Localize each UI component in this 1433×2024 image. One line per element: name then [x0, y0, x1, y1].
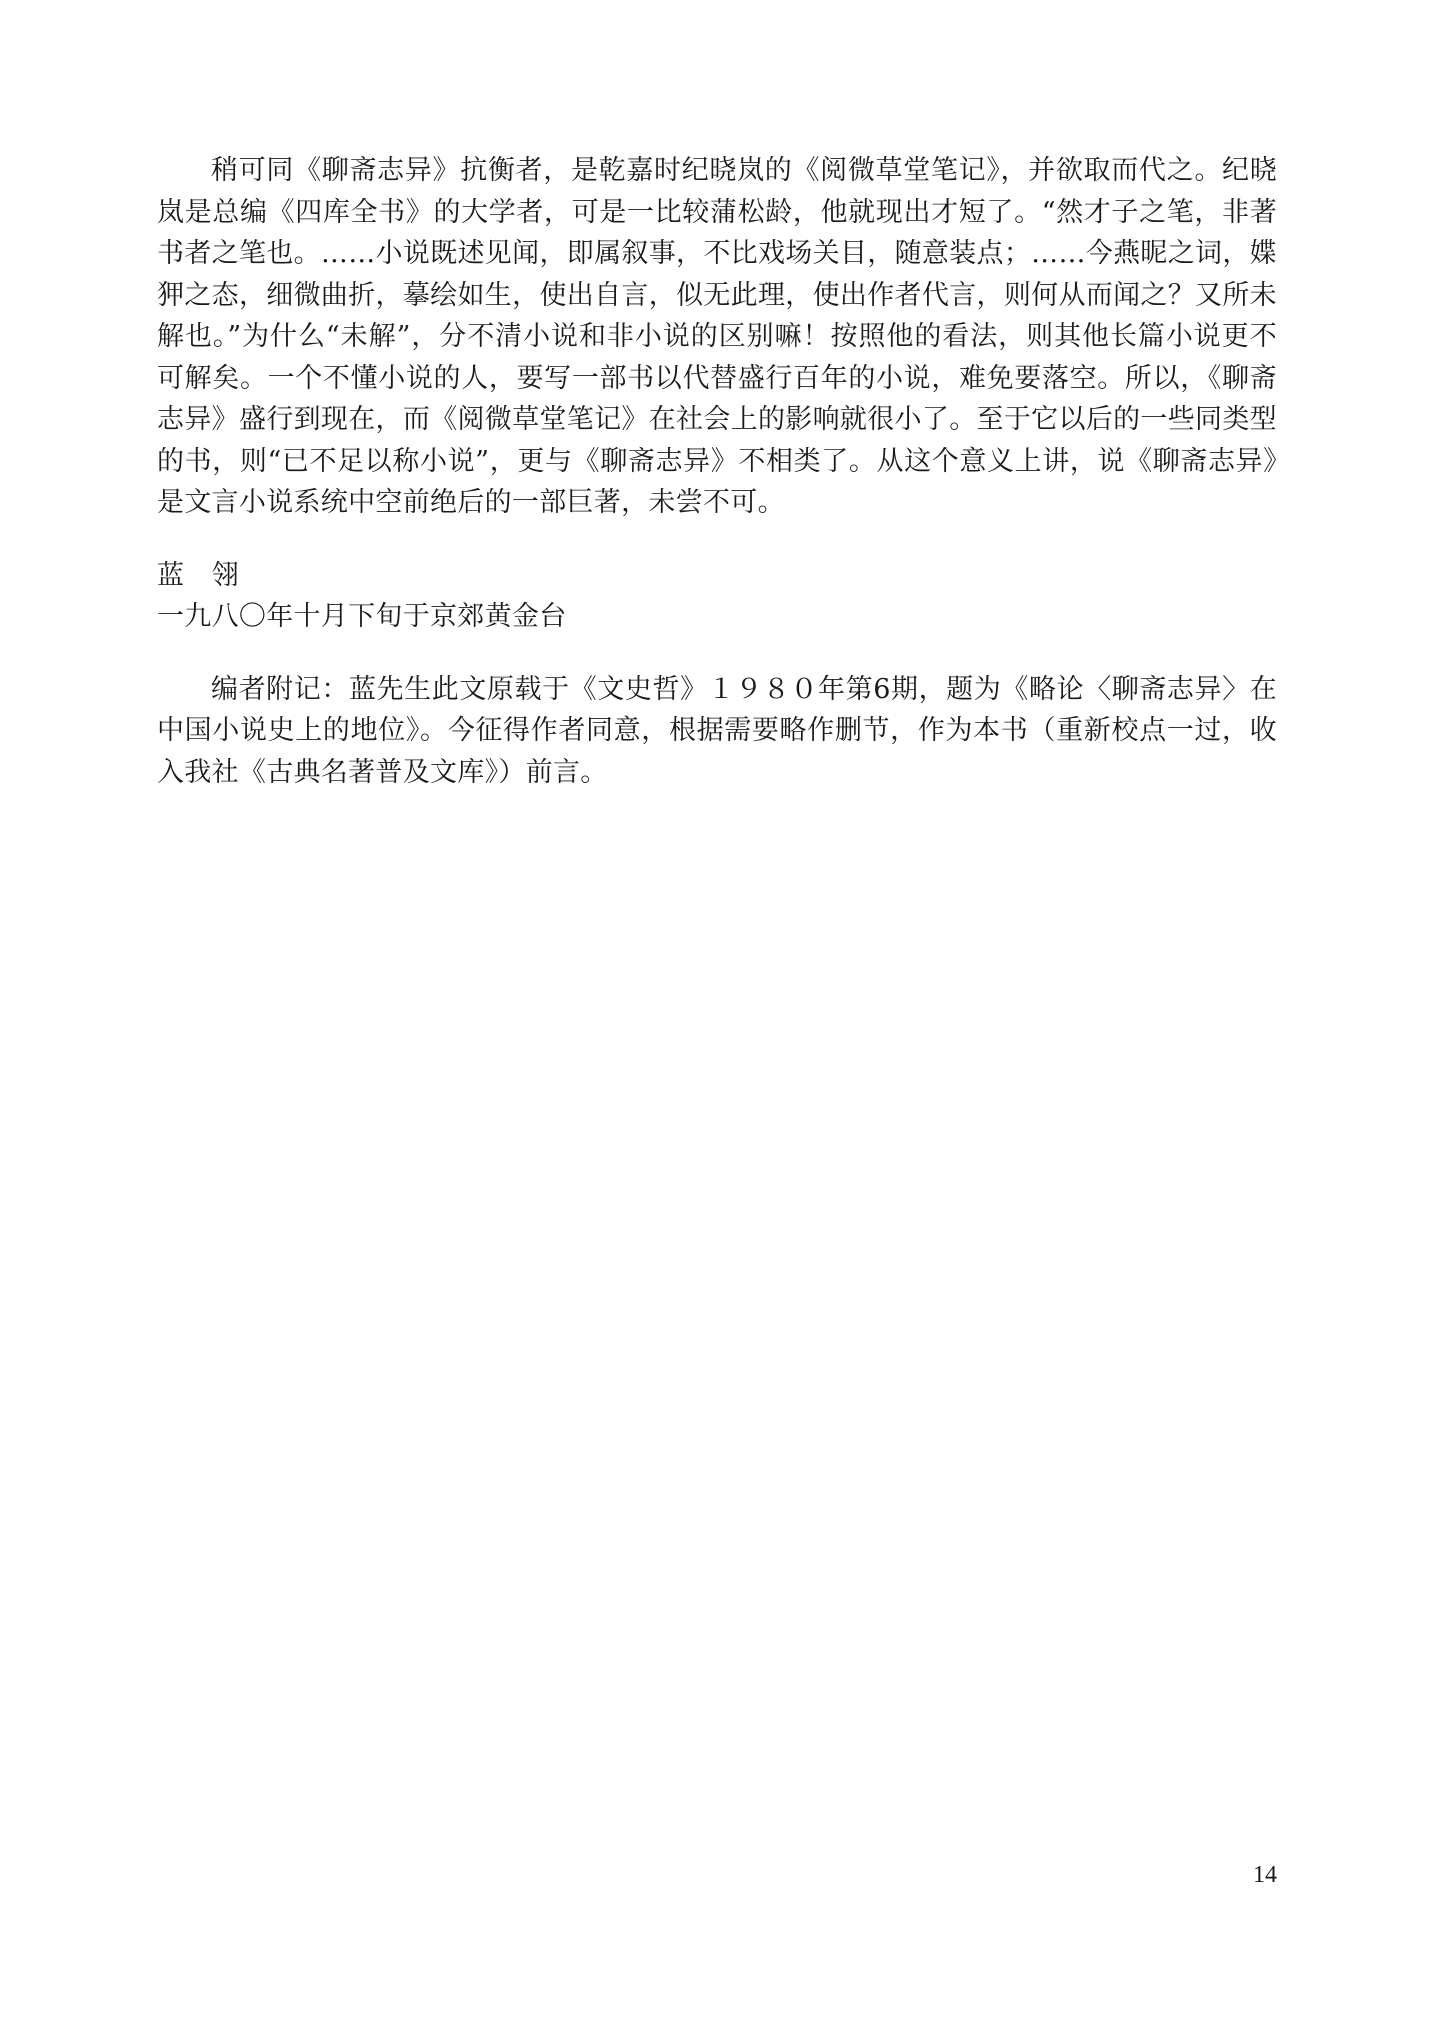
signature-block: [157, 555, 1277, 638]
editor-note: 编者附记：蓝先生此文原载于《文史哲》１９８０年第6期，题为《略论〈聊斋志异〉在中国小说史上的地位》。今征得作者同意，根据需要略作删节，作为本书（重新校点一过，收入我社《古典名著普及文库》）前言。: [157, 673, 1277, 788]
date-and-place: 一九八〇年十月下旬于京郊黄金台: [157, 601, 567, 632]
page-number: 14: [1253, 1862, 1277, 1888]
document-page: [157, 150, 1277, 793]
body-paragraph: 稍可同《聊斋志异》抗衡者，是乾嘉时纪晓岚的《阅微草堂笔记》，并欲取而代之。纪晓岚是总编《四库全书》的大学者，可是一比较蒲松龄，他就现出才短了。“然才子之笔，非著书者之笔也。……小说既述见闻，即属叙事，不比戏场关目，随意装点；……今燕昵之词，媟狎之态，细微曲折，摹绘如生，使出自言，似无此理，使出作者代言，则何从而闻之？又所未解也。”为什么“未解”，分不清小说和非小说的区别嘛！按照他的看法，则其他长篇小说更不可解矣。一个不懂小说的人，要写一部书以代替盛行百年的小说，难免要落空。所以，《聊斋志异》盛行到现在，而《阅微草堂笔记》在社会上的影响就很小了。至于它以后的一些同类型的书，则“已不足以称小说”，更与《聊斋志异》不相类了。从这个意义上讲，说《聊斋志异》是文言小说系统中空前绝后的一部巨著，未尝不可。: [157, 155, 1277, 518]
author-name: 蓝 翎: [157, 559, 239, 591]
